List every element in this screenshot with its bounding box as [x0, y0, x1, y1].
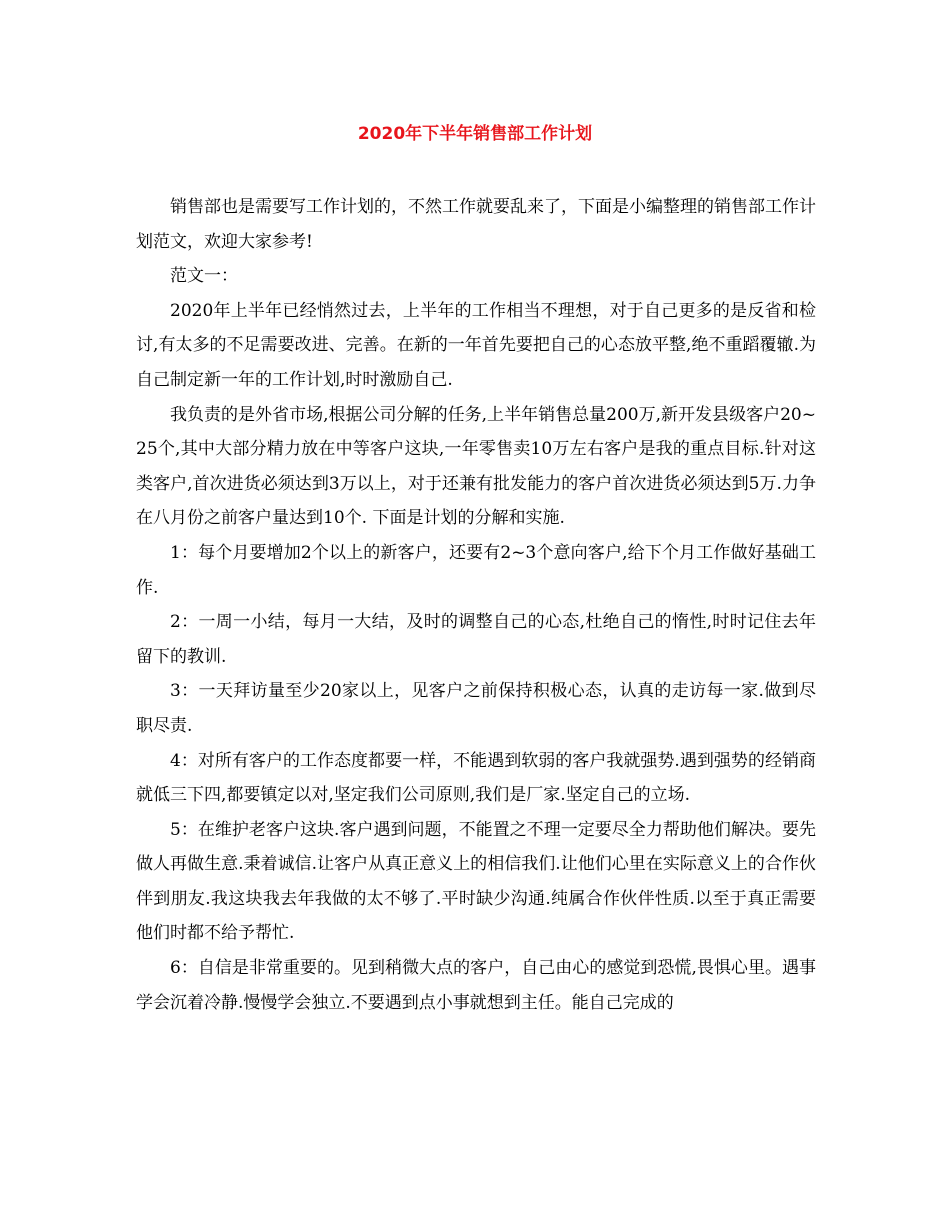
paragraph-sample-heading: 范文一：	[170, 266, 238, 287]
paragraph-intro: 销售部也是需要写工作计划的，不然工作就要乱来了，下面是小编整理的销售部工作计划范文，欢迎大家参考!	[136, 197, 816, 252]
paragraph-item-2: 2：一周一小结，每月一大结，及时的调整自己的心态,杜绝自己的惰性,时时记住去年留下的教训.	[136, 612, 816, 667]
paragraph-item-1: 1：每个月要增加2个以上的新客户，还要有2~3个意向客户,给下个月工作做好基础工作.	[136, 542, 816, 598]
document-body	[136, 190, 816, 1020]
paragraph-item-6: 6：自信是非常重要的。见到稍微大点的客户，自己由心的感觉到恐慌,畏惧心里。遇事学会沉着冷静.慢慢学会独立.不要遇到点小事就想到主任。能自己完成的	[136, 958, 816, 1013]
paragraph-item-4: 4：对所有客户的工作态度都要一样，不能遇到软弱的客户我就强势.遇到强势的经销商就低三下四,都要镇定以对,坚定我们公司原则,我们是厂家.坚定自己的立场.	[136, 750, 816, 806]
document-title: 2020年下半年销售部工作计划	[357, 124, 593, 144]
paragraph-review: 2020年上半年已经悄然过去，上半年的工作相当不理想，对于自己更多的是反省和检讨,有太多的不足需要改进、完善。在新的一年首先要把自己的心态放平整,绝不重蹈覆辙.为自己制定新一年的工作计划,时时激励自己.	[136, 300, 816, 390]
paragraph-targets: 我负责的是外省市场,根据公司分解的任务,上半年销售总量200万,新开发县级客户20~25个,其中大部分精力放在中等客户这块,一年零售卖10万左右客户是我的重点目标.针对这类客户,首次进货必须达到3万以上，对于还兼有批发能力的客户首次进货必须达到5万.力争在八月份之前客户量达到10个. 下面是计划的分解和实施.	[136, 404, 816, 529]
paragraph-item-5: 5：在维护老客户这块.客户遇到问题，不能置之不理一定要尽全力帮助他们解决。要先做人再做生意.秉着诚信.让客户从真正意义上的相信我们.让他们心里在实际意义上的合作伙伴到朋友.我这块我去年我做的太不够了.平时缺少沟通.纯属合作伙伴性质.以至于真正需要他们时都不给予帮忙.	[136, 819, 816, 944]
paragraph-item-3: 3：一天拜访量至少20家以上，见客户之前保持积极心态，认真的走访每一家.做到尽职尽责.	[136, 681, 816, 736]
